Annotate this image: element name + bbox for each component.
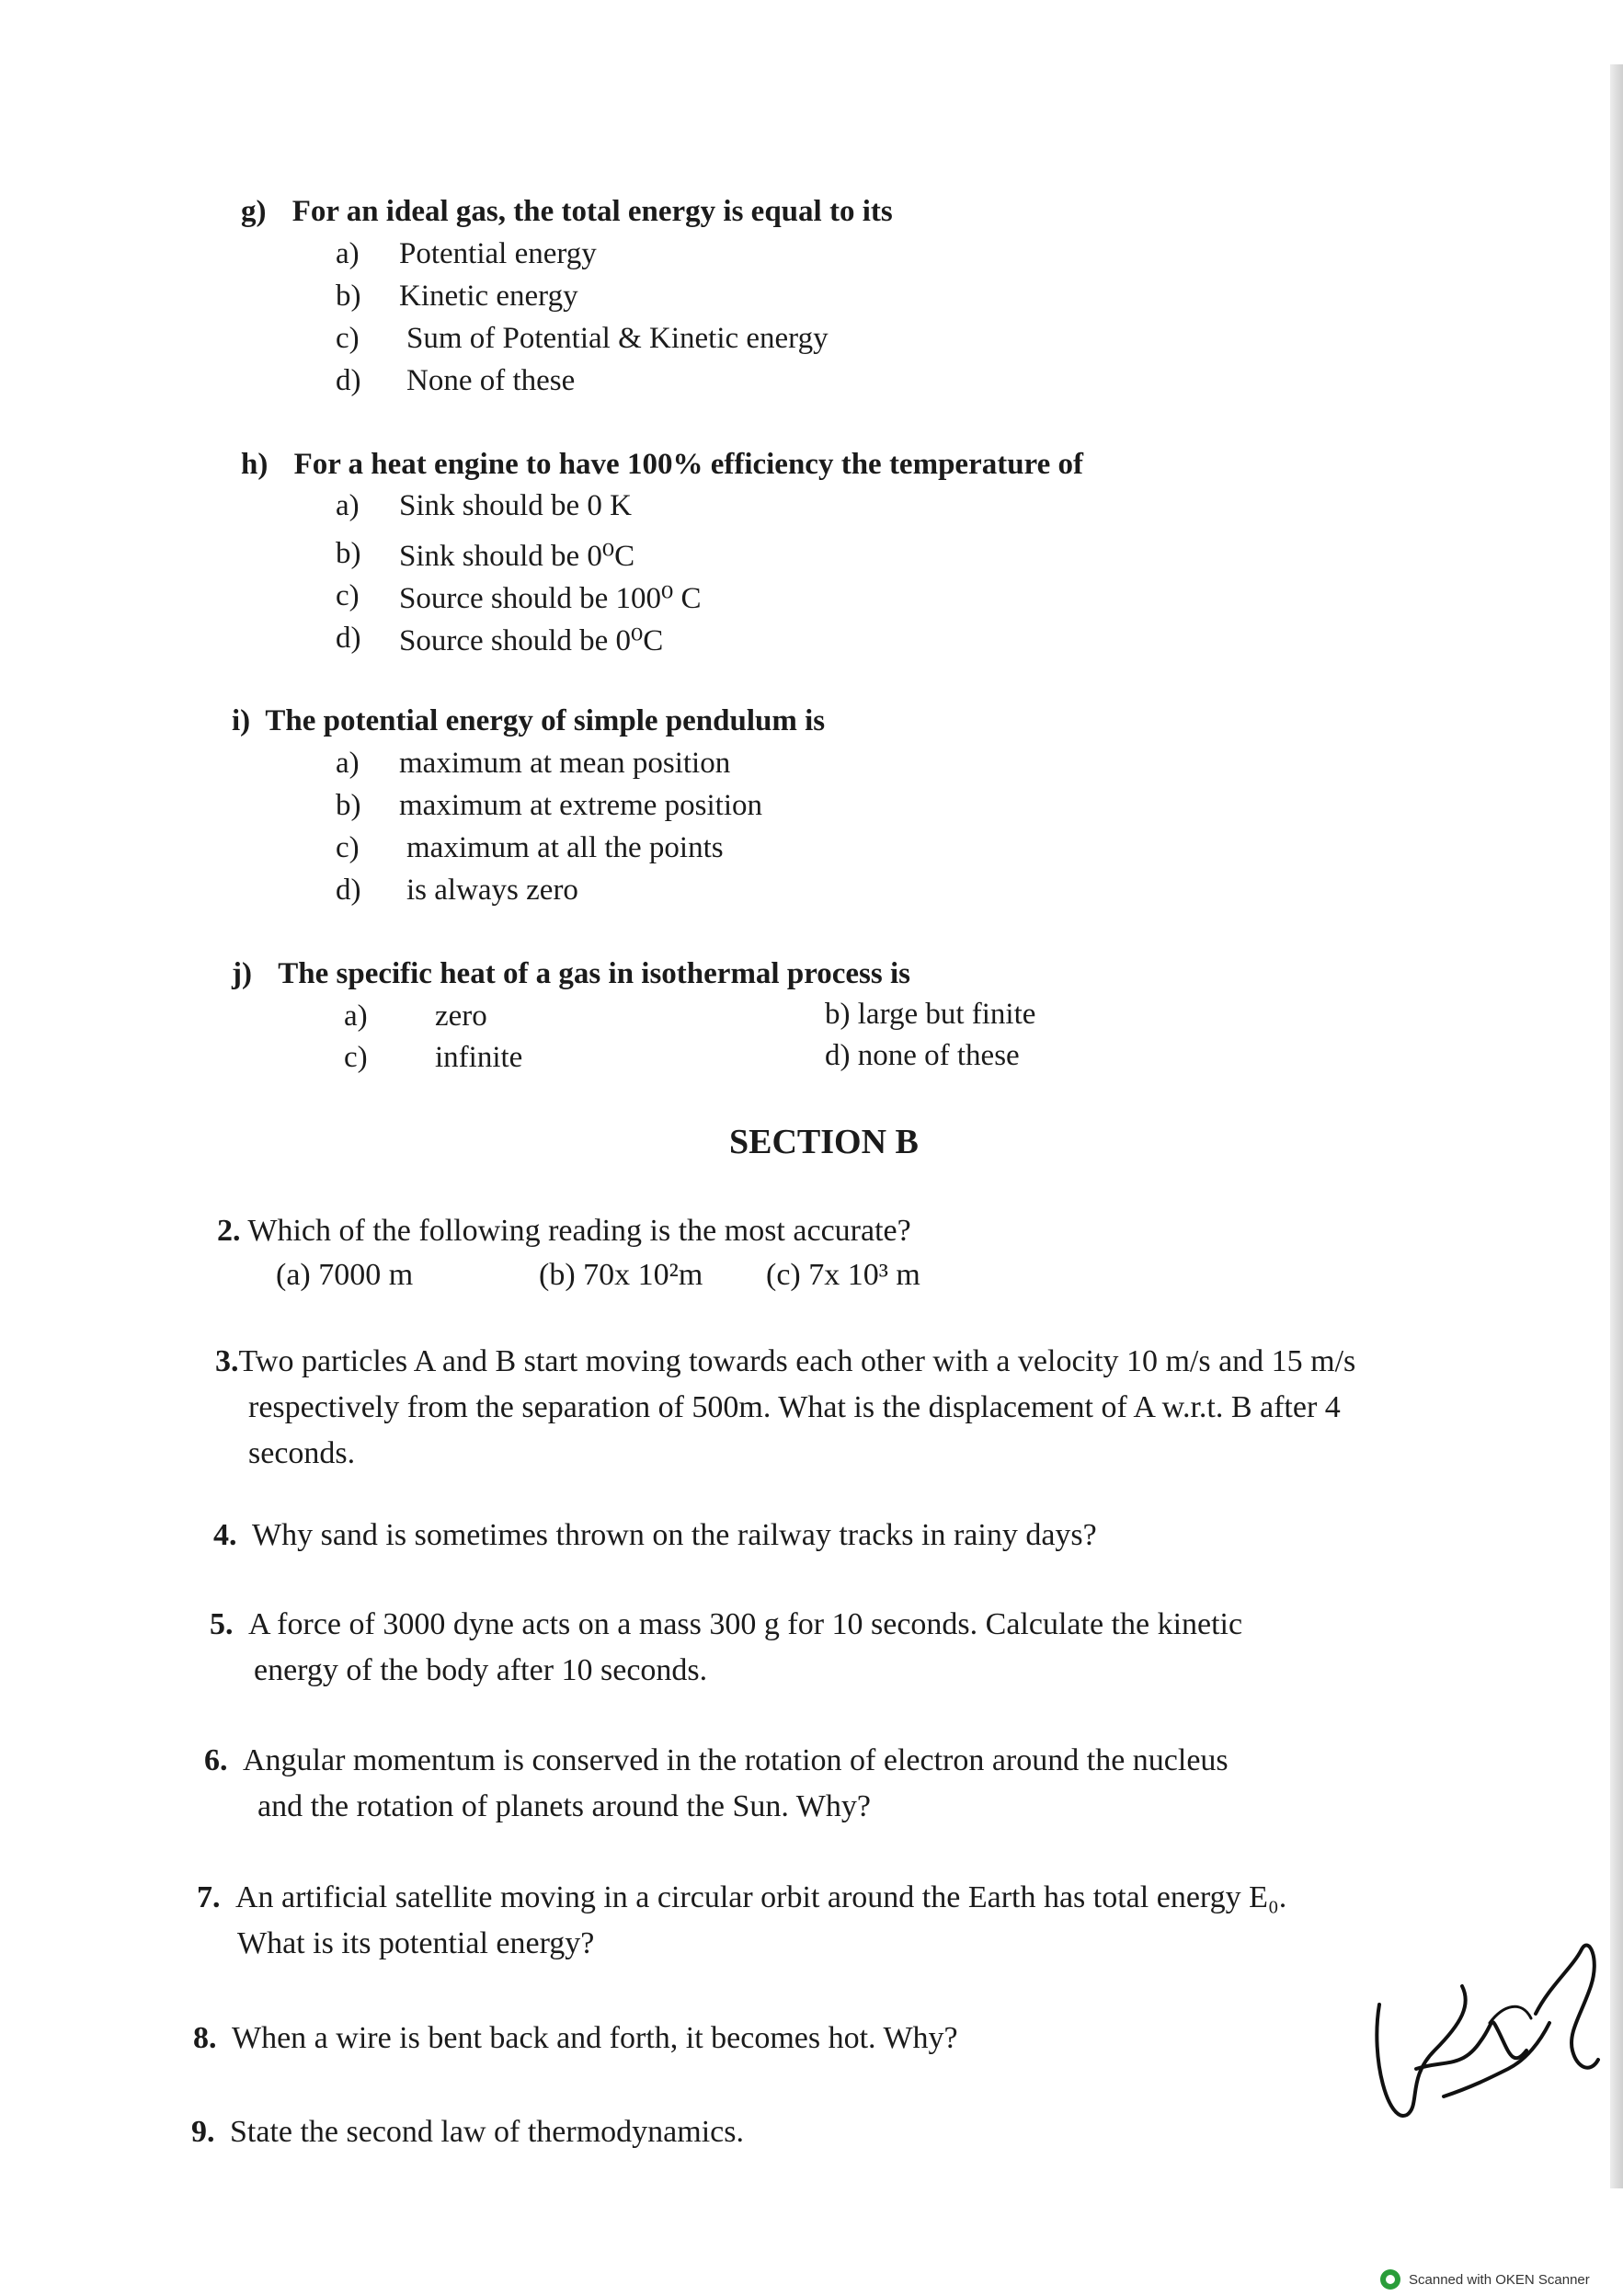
scan-edge-shadow bbox=[1610, 64, 1623, 2188]
handwritten-signature bbox=[1352, 1931, 1609, 2147]
option-h-a-text: Sink should be 0 K bbox=[399, 489, 633, 522]
option-g-d-text: None of these bbox=[406, 364, 576, 397]
question-line: Angular momentum is conserved in the rotation of electron around the nucleus bbox=[243, 1743, 1229, 1777]
option-g-a bbox=[336, 237, 360, 271]
question-h bbox=[241, 448, 1083, 482]
question-7 bbox=[197, 1875, 1286, 1967]
option-g-d bbox=[336, 364, 361, 398]
option-h-d-text: Source should be 0⁰C bbox=[399, 624, 664, 657]
option-label: d) bbox=[336, 364, 361, 397]
question-number: 2. bbox=[217, 1214, 241, 1248]
question-number: 3. bbox=[215, 1344, 239, 1378]
option-h-c bbox=[336, 579, 360, 613]
option-i-a bbox=[336, 747, 360, 781]
question-line: seconds. bbox=[248, 1436, 356, 1470]
option-g-c bbox=[336, 322, 360, 356]
option-label: b) bbox=[336, 280, 361, 313]
option-label: b) bbox=[336, 537, 361, 570]
option-h-b bbox=[336, 537, 361, 571]
option-i-a-text: maximum at mean position bbox=[399, 747, 731, 780]
question-text: For an ideal gas, the total energy is equal to its bbox=[291, 195, 893, 228]
option-text: none of these bbox=[857, 1039, 1020, 1072]
option-label: b) bbox=[336, 789, 361, 822]
option-h-a bbox=[336, 489, 360, 523]
question-number: 9. bbox=[191, 2115, 215, 2149]
option-j-d bbox=[825, 1039, 1020, 1073]
option-j-a-text: zero bbox=[435, 1000, 487, 1033]
question-number: 6. bbox=[204, 1743, 228, 1777]
question-text: The potential energy of simple pendulum is bbox=[265, 704, 826, 737]
scanner-logo-icon bbox=[1379, 2268, 1401, 2290]
question-9 bbox=[191, 2109, 744, 2155]
option-g-c-text: Sum of Potential & Kinetic energy bbox=[406, 322, 829, 355]
option-label: d) bbox=[336, 874, 361, 907]
option-j-c-text: infinite bbox=[435, 1041, 523, 1074]
option-i-c-text: maximum at all the points bbox=[406, 831, 724, 864]
option-label: c) bbox=[344, 1041, 368, 1074]
question-3 bbox=[215, 1339, 1355, 1477]
scanner-text: Scanned with OKEN Scanner bbox=[1409, 2271, 1590, 2288]
scanner-watermark bbox=[1379, 2268, 1590, 2290]
option-i-d bbox=[336, 874, 361, 908]
question-j bbox=[232, 957, 910, 991]
question-text: For a heat engine to have 100% efficiency the temperature of bbox=[293, 448, 1083, 481]
option-label: a) bbox=[336, 489, 360, 522]
question-2 bbox=[217, 1208, 911, 1254]
question-label: g) bbox=[241, 195, 267, 228]
question-label: i) bbox=[232, 704, 251, 737]
option-label: c) bbox=[336, 579, 360, 612]
question-label: h) bbox=[241, 448, 269, 481]
option-text: large but finite bbox=[857, 998, 1036, 1031]
option-label: c) bbox=[336, 322, 360, 355]
option-i-b-text: maximum at extreme position bbox=[399, 789, 763, 822]
question-line: An artificial satellite moving in a circular orbit around the Earth has total energy E₀. bbox=[235, 1880, 1287, 1914]
option-j-a bbox=[344, 1000, 368, 1034]
question-line: What is its potential energy? bbox=[237, 1926, 595, 1960]
question-5 bbox=[210, 1602, 1242, 1694]
option-label: b) bbox=[825, 998, 851, 1031]
question-6 bbox=[204, 1738, 1229, 1830]
question-number: 7. bbox=[197, 1880, 221, 1914]
question-line: A force of 3000 dyne acts on a mass 300 g for 10 seconds. Calculate the kinetic bbox=[248, 1607, 1243, 1641]
question-number: 8. bbox=[193, 2021, 217, 2055]
question-8 bbox=[193, 2016, 958, 2062]
question-line: respectively from the separation of 500m. What is the displacement of A w.r.t. B after 4 bbox=[248, 1390, 1341, 1424]
question-text: Which of the following reading is the most accurate? bbox=[247, 1214, 911, 1248]
question-label: j) bbox=[232, 957, 252, 990]
question-line: energy of the body after 10 seconds. bbox=[254, 1653, 708, 1687]
question-line: When a wire is bent back and forth, it becomes hot. Why? bbox=[232, 2021, 958, 2055]
question-g bbox=[241, 195, 893, 229]
question-text: The specific heat of a gas in isothermal process is bbox=[278, 957, 910, 990]
question-line: Why sand is sometimes thrown on the railway tracks in rainy days? bbox=[252, 1518, 1097, 1552]
option-i-c bbox=[336, 831, 360, 865]
option-i-b bbox=[336, 789, 361, 823]
question-line: State the second law of thermodynamics. bbox=[230, 2115, 744, 2149]
option-h-b-text: Sink should be 0⁰C bbox=[399, 540, 635, 573]
option-g-a-text: Potential energy bbox=[399, 237, 597, 270]
option-g-b-text: Kinetic energy bbox=[399, 280, 578, 313]
question-line: and the rotation of planets around the Sun. Why? bbox=[257, 1789, 871, 1823]
option-label: d) bbox=[825, 1039, 851, 1072]
q2-option-c: (c) 7x 10³ m bbox=[766, 1258, 920, 1292]
option-j-c bbox=[344, 1041, 368, 1075]
question-i bbox=[232, 704, 825, 738]
option-label: c) bbox=[336, 831, 360, 864]
option-i-d-text: is always zero bbox=[406, 874, 578, 907]
question-number: 5. bbox=[210, 1607, 234, 1641]
section-b-title: SECTION B bbox=[729, 1123, 919, 1161]
option-label: d) bbox=[336, 622, 361, 655]
question-number: 4. bbox=[213, 1518, 237, 1552]
question-line: Two particles A and B start moving towards each other with a velocity 10 m/s and 15 m/s bbox=[238, 1344, 1356, 1378]
question-4 bbox=[213, 1513, 1097, 1559]
option-h-d bbox=[336, 622, 361, 656]
option-j-b bbox=[825, 998, 1035, 1032]
option-label: a) bbox=[336, 747, 360, 780]
q2-option-b: (b) 70x 10²m bbox=[539, 1258, 703, 1292]
q2-option-a: (a) 7000 m bbox=[276, 1258, 414, 1292]
option-label: a) bbox=[336, 237, 360, 270]
option-h-c-text: Source should be 100⁰ C bbox=[399, 582, 702, 615]
option-g-b bbox=[336, 280, 361, 314]
option-label: a) bbox=[344, 1000, 368, 1033]
